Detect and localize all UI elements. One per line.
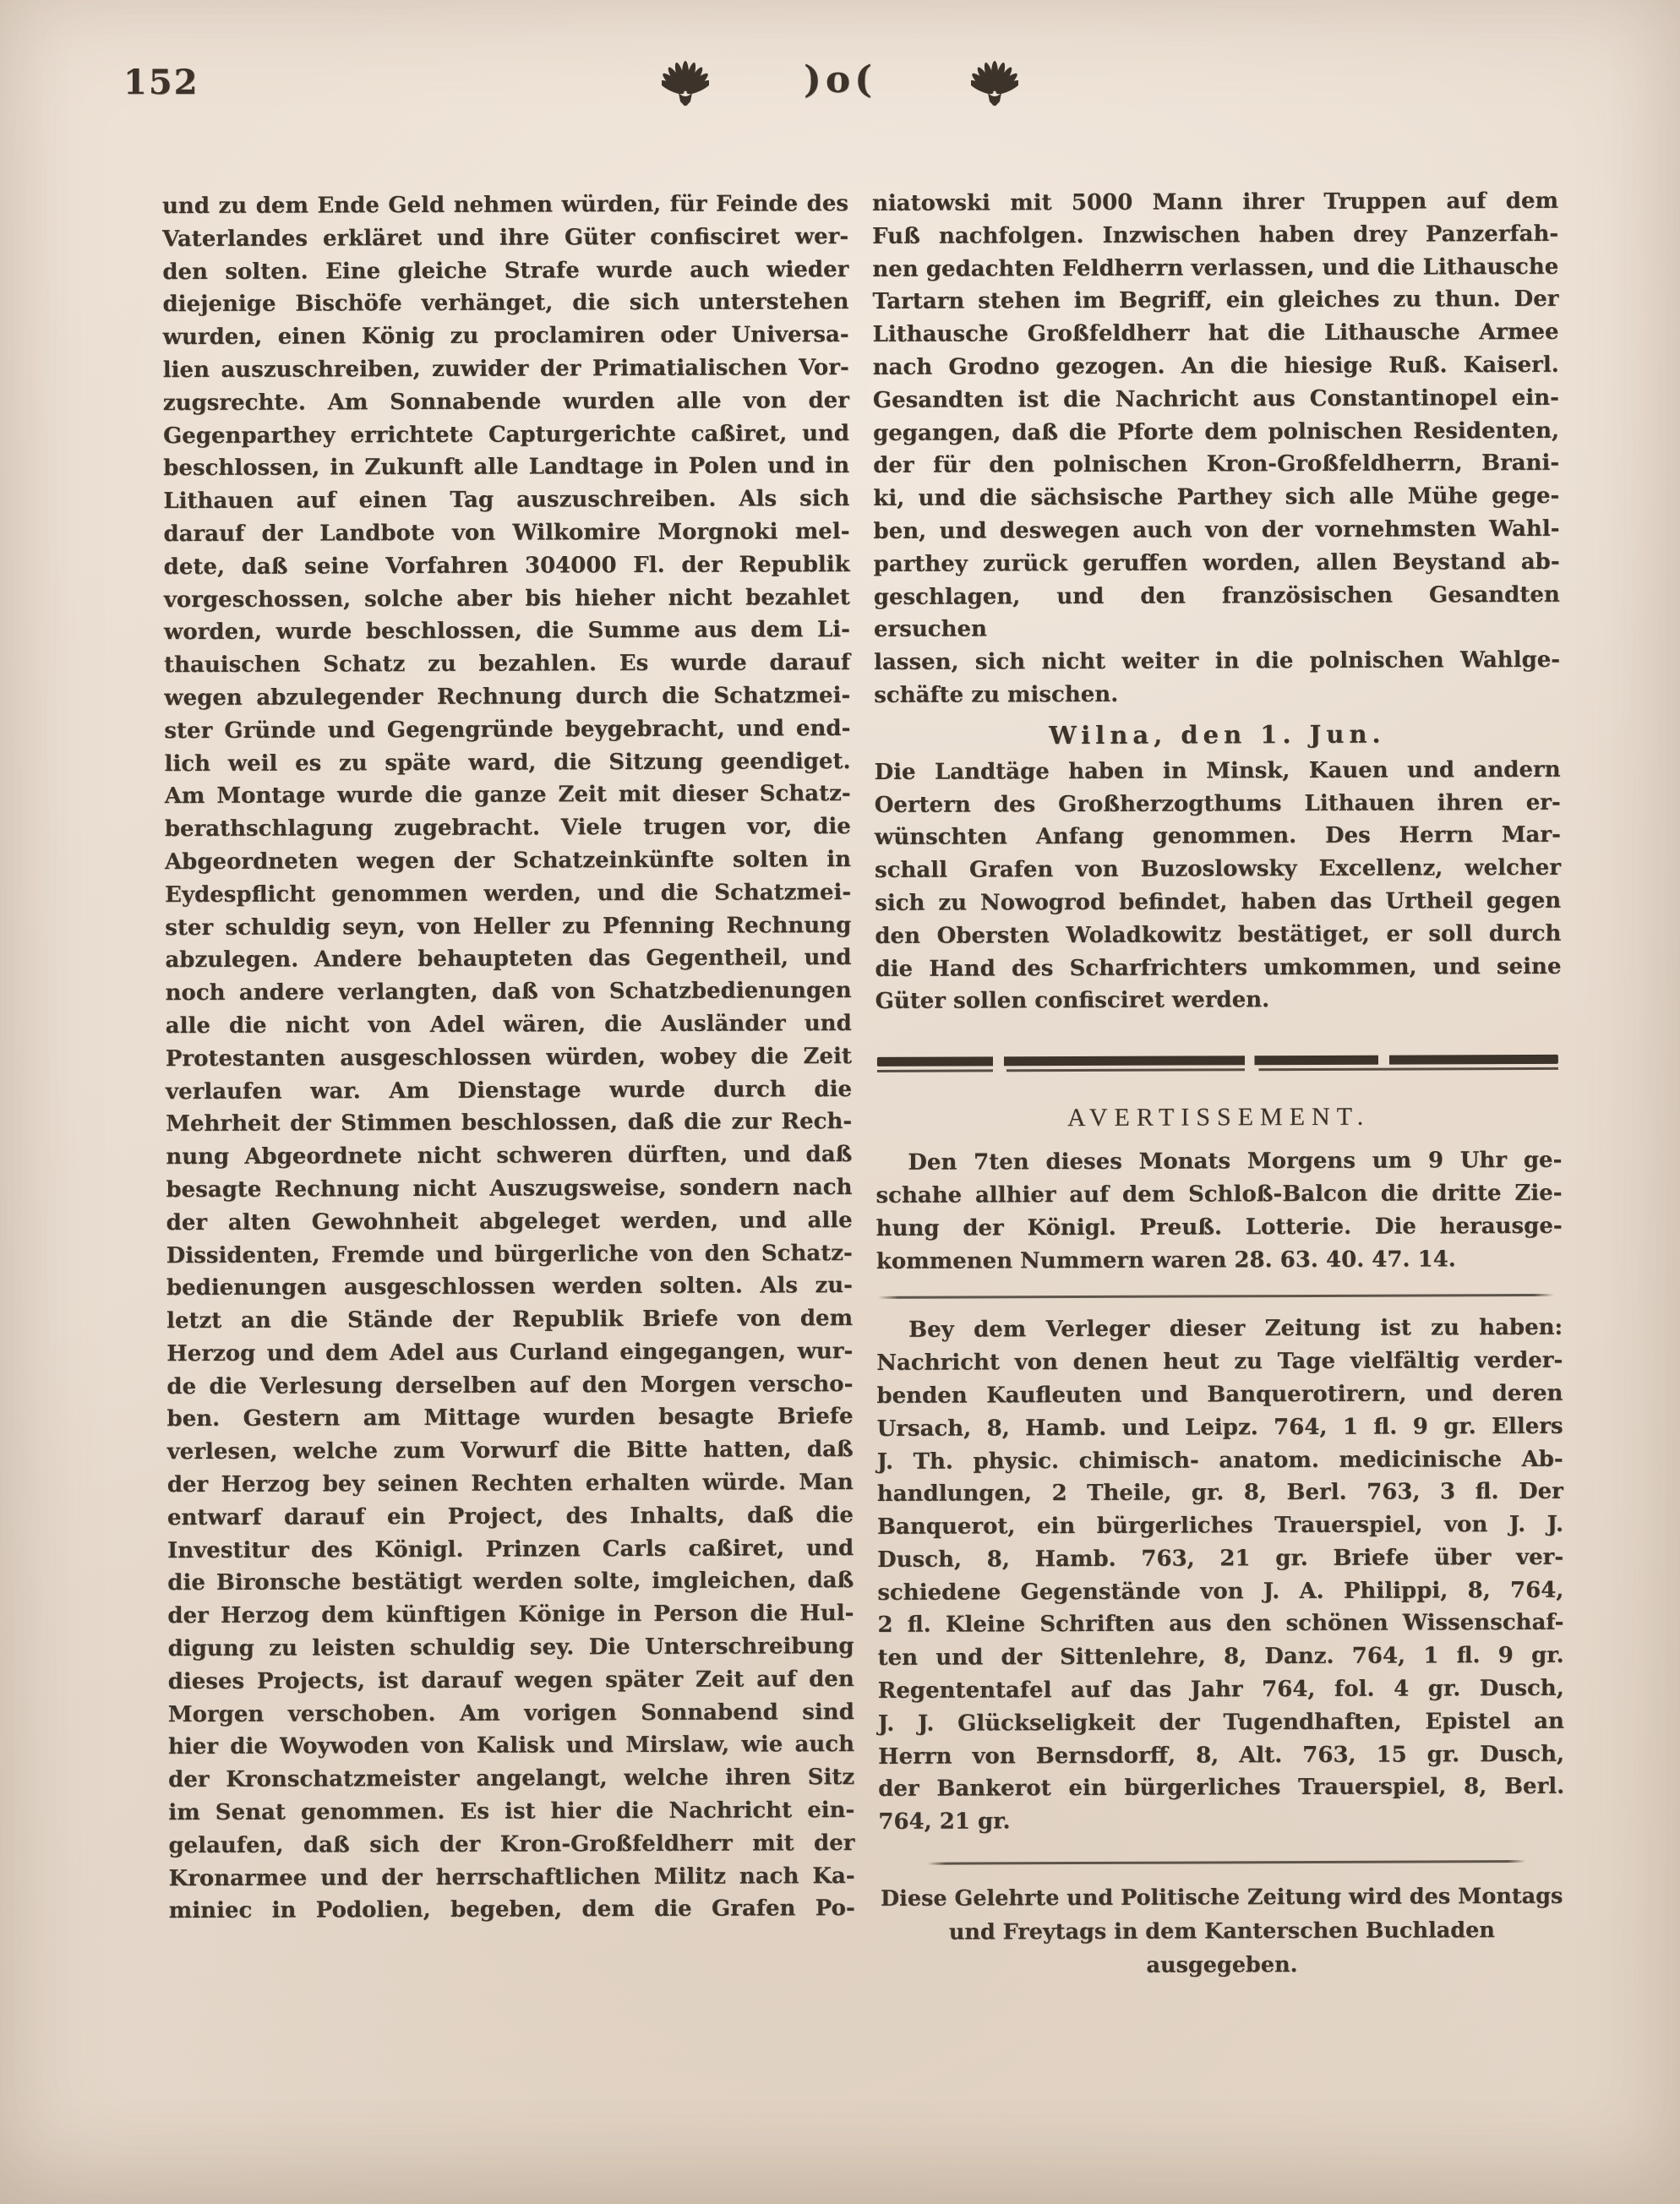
- text-line: schahe allhier auf dem Schloß-Balcon die dritte Zie-: [875, 1180, 1563, 1208]
- text-line: nung Abgeordnete nicht schweren dürften, und daß: [166, 1142, 853, 1170]
- text-line: Dissidenten, Fremde und bürgerliche von den Schatz-: [166, 1240, 853, 1268]
- text-line: Fuß nachfolgen. Inzwischen haben drey Panzerfah-: [872, 221, 1559, 249]
- text-line: beschlossen, in Zukunft alle Landtage in Polen und in: [163, 453, 850, 482]
- text-line: Protestanten ausgeschlossen würden, wobey die Zeit: [165, 1043, 852, 1072]
- text-line: und zu dem Ende Geld nehmen würden, für Feinde des: [161, 191, 849, 220]
- text-line: 2 fl. Kleine Schriften aus den schönen Wissenschaf-: [877, 1610, 1564, 1639]
- divider-thick-bar: [877, 1055, 1558, 1067]
- text-line: lien auszuschreiben, zuwider der Primatialischen Vor-: [162, 355, 849, 384]
- dateline-heading: Wilna, den 1. Jun.: [1049, 719, 1386, 750]
- avertissement-text: [875, 1144, 1563, 1278]
- text-line: handlungen, 2 Theile, gr. 8, Berl. 763, 3 fl. Der: [876, 1479, 1563, 1508]
- thin-rule: [878, 1294, 1554, 1299]
- avertissement-heading: AVERTISSEMENT.: [1066, 1102, 1371, 1132]
- text-line: J. Th. physic. chimisch- anatom. medicinische Ab-: [876, 1446, 1563, 1475]
- text-line: nen gedachten Feldherrn verlassen, und die Lithausche: [872, 254, 1559, 282]
- text-line: berathschlagung zugebracht. Viele trugen vor, die: [164, 814, 851, 843]
- text-line: Vaterlandes erkläret und ihre Güter confisciret wer-: [162, 223, 849, 252]
- text-line: der Herzog bey seinen Rechten erhalten würde. Man: [166, 1470, 854, 1498]
- text-line: Bey dem Verleger dieser Zeitung ist zu haben:: [908, 1315, 1563, 1344]
- text-line: letzt an die Stände der Republik Briefe von dem: [166, 1306, 854, 1334]
- text-line: Mehrheit der Stimmen beschlossen, daß die zur Rech-: [166, 1109, 853, 1137]
- text-line: ster schuldig seyn, von Heller zu Pfenning Rechnung: [165, 912, 852, 941]
- text-line: Investitur des Königl. Prinzen Carls caßiret, und: [167, 1535, 854, 1563]
- text-line: worden, wurde beschlossen, die Summe aus dem Li-: [163, 617, 850, 646]
- text-line: verlaufen war. Am Dienstage wurde durch die: [165, 1076, 853, 1105]
- text-line: ben, und deswegen auch von der vornehmsten Wahl-: [873, 516, 1560, 544]
- text-line: Den 7ten dieses Monats Morgens um 9 Uhr ge-: [908, 1147, 1563, 1176]
- text-line: wurden, einen König zu proclamiren oder Universa-: [162, 322, 849, 351]
- text-line: verlesen, welche zum Vorwurf die Bitte hatten, daß: [166, 1437, 854, 1465]
- text-line: ben. Gestern am Mittage wurden besagte Briefe: [166, 1404, 854, 1432]
- text-line: darauf der Landbote von Wilkomire Morgnoki mel-: [163, 519, 850, 548]
- text-line: gelaufen, daß sich der Kron-Großfeldherr mit der: [168, 1830, 855, 1859]
- text-line: digung zu leisten schuldig sey. Die Unterschreibung: [167, 1634, 854, 1662]
- text-line: schall Grafen von Buzoslowsky Excellenz, welcher: [874, 854, 1562, 884]
- text-line: der für den polnischen Kron-Großfeldherrn, Brani-: [873, 450, 1560, 479]
- text-line: thauischen Schatz zu bezahlen. Es wurde darauf: [164, 650, 851, 679]
- text-line: Nachricht von denen heut zu Tage vielfältig verder-: [876, 1347, 1563, 1377]
- left-column: [162, 188, 855, 1986]
- text-line: Tartarn stehen im Begriff, ein gleiches zu thun. Der: [872, 286, 1559, 315]
- text-line: und Freytags in dem Kanterschen Buchladen: [948, 1918, 1495, 1945]
- text-line: Güter sollen confisciret werden.: [875, 987, 1270, 1015]
- text-line: geschlagen, und den französischen Gesandten ersuchen: [873, 581, 1560, 643]
- text-line: Morgen verschoben. Am vorigen Sonnabend sind: [167, 1699, 854, 1727]
- divider-thin-bar: [877, 1067, 1558, 1072]
- text-line: Abgeordneten wegen der Schatzeinkünfte solten in: [164, 846, 852, 876]
- section-separator-mark: )o(: [804, 57, 876, 101]
- text-line: Ursach, 8, Hamb. und Leipz. 764, 1 fl. 9 gr. Ellers: [876, 1413, 1563, 1442]
- text-line: vorgeschossen, solche aber bis hieher nicht bezahlet: [163, 584, 850, 613]
- text-line: sich zu Nowogrod befindet, haben das Urtheil gegen: [875, 887, 1562, 916]
- text-line: Am Montage wurde die ganze Zeit mit dieser Schatz-: [164, 781, 851, 810]
- article-continuation: [872, 185, 1560, 712]
- text-line: dete, daß seine Vorfahren 304000 Fl. der Republik: [163, 551, 850, 580]
- text-line: diejenige Bischöfe verhänget, die sich unterstehen: [162, 289, 849, 318]
- text-line: Regententafel auf das Jahr 764, fol. 4 gr. Dusch,: [877, 1675, 1564, 1705]
- text-line: hier die Woywoden von Kalisk und Mirslaw, wie auch: [167, 1732, 855, 1760]
- text-line: dieses Projects, ist darauf wegen später Zeit auf den: [167, 1666, 854, 1695]
- shell-fleuron-icon: [662, 56, 709, 110]
- text-line: gegangen, daß die Pforte dem polnischen Residenten,: [872, 417, 1560, 446]
- text-line: J. J. Glückseligkeit der Tugendhaften, Epistel an: [877, 1708, 1564, 1737]
- text-line: Lithauen auf einen Tag auszuschreiben. Als sich: [163, 486, 850, 515]
- text-line: Oertern des Großherzogthums Lithauen ihren er-: [874, 789, 1561, 818]
- text-line: Herzog und dem Adel aus Curland eingegangen, wur-: [166, 1338, 854, 1367]
- colophon: [879, 1879, 1565, 1983]
- text-line: die Bironsche bestätigt werden solte, imgleichen, daß: [167, 1568, 854, 1596]
- text-line: Kronarmee und der herrschaftlichen Militz nach Ka-: [168, 1863, 855, 1891]
- wilna-article: [875, 754, 1562, 1018]
- text-block: [162, 185, 1565, 1986]
- text-line: nach Grodno gezogen. An die hiesige Ruß. Kaiserl.: [872, 352, 1559, 380]
- text-line: de die Verlesung derselben auf den Morgen verscho-: [166, 1371, 854, 1399]
- text-line: ki, und die sächsische Parthey sich alle Mühe gege-: [873, 483, 1560, 512]
- text-line: der alten Gewohnheit abgeleget werden, und alle: [166, 1207, 853, 1236]
- text-line: lassen, sich nicht weiter in die polnischen Wahlge-: [874, 646, 1561, 676]
- text-line: ster Gründe und Gegengründe beygebracht, und end-: [164, 715, 851, 744]
- text-line: miniec in Podolien, begeben, dem die Grafen Po-: [168, 1896, 855, 1924]
- text-line: Diese Gelehrte und Politische Zeitung wird des Montags: [880, 1883, 1563, 1912]
- text-line: Gesandten ist die Nachricht aus Constantinopel ein-: [872, 385, 1559, 413]
- text-line: den solten. Eine gleiche Strafe wurde auch wieder: [162, 256, 849, 285]
- text-line: Dusch, 8, Hamb. 763, 21 gr. Briefe über ver-: [877, 1544, 1564, 1573]
- shell-fleuron-icon: [971, 56, 1018, 110]
- text-line: bedienungen ausgeschlossen werden solten. Als zu-: [166, 1273, 853, 1301]
- text-line: besagte Rechnung nicht Auszugsweise, sondern nach: [166, 1174, 853, 1203]
- text-line: ten und der Sittenlehre, 8, Danz. 764, 1 fl. 9 gr.: [877, 1643, 1564, 1672]
- text-line: den Obersten Woladkowitz bestätiget, er soll durch: [875, 920, 1562, 949]
- text-line: schäfte zu mischen.: [874, 681, 1119, 708]
- page-number: 152: [123, 63, 199, 102]
- right-column: [872, 185, 1565, 1983]
- text-line: Herrn von Bernsdorff, 8, Alt. 763, 15 gr. Dusch,: [877, 1741, 1565, 1770]
- text-line: die Hand des Scharfrichters umkommen, und seine: [875, 953, 1562, 982]
- colophon-rule: [928, 1860, 1526, 1865]
- text-line: wegen abzulegender Rechnung durch die Schatzmei-: [164, 683, 851, 712]
- text-line: ausgegeben.: [1146, 1952, 1298, 1978]
- text-line: der Kronschatzmeister angelangt, welche ihren Sitz: [168, 1765, 855, 1793]
- text-line: benden Kaufleuten und Banquerotirern, und deren: [876, 1380, 1563, 1409]
- text-line: Eydespflicht genommen werden, und die Schatzmei-: [165, 879, 852, 908]
- text-line: kommenen Nummern waren 28. 63. 40. 47. 14.: [875, 1246, 1456, 1274]
- text-line: lich weil es zu späte ward, die Sitzung geendiget.: [164, 748, 851, 777]
- text-line: entwarf darauf ein Project, des Inhalts, daß die: [166, 1502, 854, 1531]
- text-line: der Herzog dem künftigen Könige in Person die Hul-: [167, 1601, 854, 1629]
- text-line: schiedene Gegenstände von J. A. Philippi, 8, 764,: [877, 1577, 1564, 1606]
- text-line: parthey zurück geruffen worden, allen Beystand ab-: [873, 548, 1560, 577]
- text-line: noch andere verlangten, daß von Schatzbedienungen: [165, 978, 852, 1007]
- text-line: der Bankerot ein bürgerliches Trauerspiel, 8, Berl.: [878, 1774, 1565, 1803]
- text-line: Lithausche Großfeldherr hat die Lithausche Armee: [872, 319, 1559, 348]
- text-line: im Senat genommen. Es ist hier die Nachricht ein-: [168, 1798, 855, 1826]
- text-line: Gegenparthey errichtete Capturgerichte caßiret, und: [162, 420, 850, 449]
- header-ornaments: [662, 56, 1018, 110]
- section-divider: [877, 1055, 1558, 1072]
- text-line: alle die nicht von Adel wären, die Ausländer und: [165, 1010, 852, 1039]
- text-line: abzulegen. Andere behaupteten das Gegentheil, und: [165, 945, 852, 974]
- text-line: Banquerot, ein bürgerliches Trauerspiel, von J. J.: [876, 1511, 1564, 1541]
- text-line: niatowski mit 5000 Mann ihrer Truppen auf dem: [871, 188, 1559, 216]
- text-line: Die Landtäge haben in Minsk, Kauen und andern: [874, 756, 1561, 785]
- text-line: zugsrechte. Am Sonnabende wurden alle von der: [162, 387, 849, 416]
- publisher-notice: [876, 1312, 1564, 1839]
- text-line: 764, 21 gr.: [878, 1808, 1011, 1836]
- text-line: wünschten Anfang genommen. Des Herrn Mar-: [874, 822, 1561, 851]
- text-line: hung der Königl. Preuß. Lotterie. Die herausge-: [875, 1213, 1563, 1241]
